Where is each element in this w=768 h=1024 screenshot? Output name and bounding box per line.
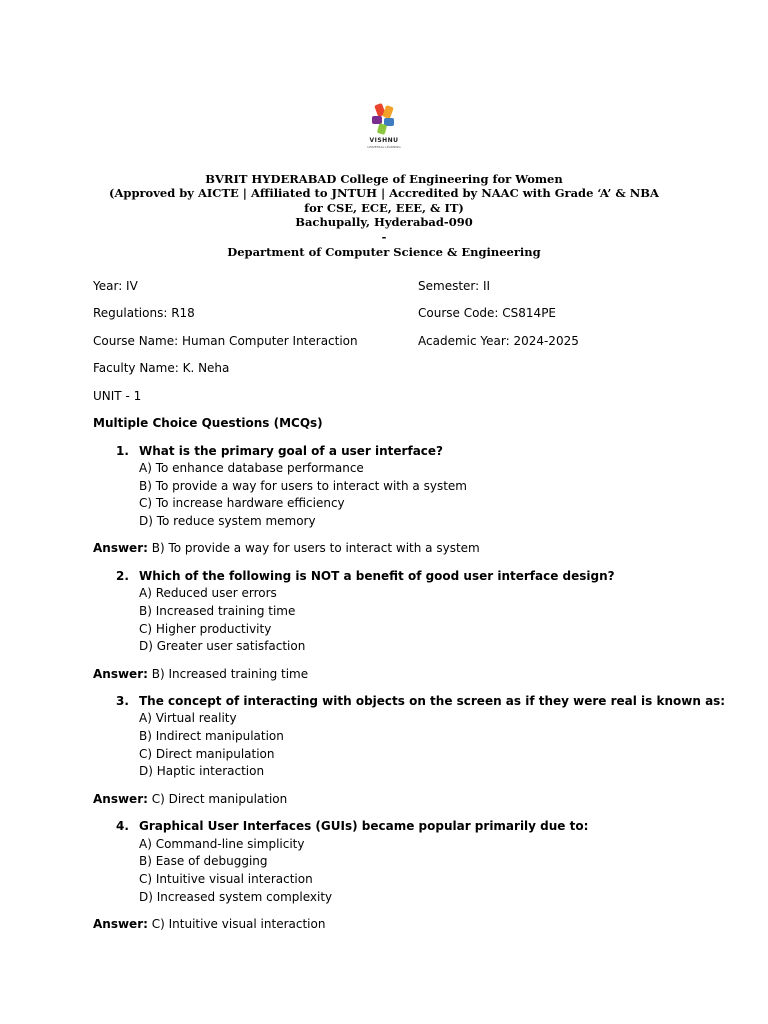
accreditation-line: (Approved by AICTE | Affiliated to JNTUH | Accredited by NAAC with Grade ‘A’ & NBA — [109, 186, 659, 200]
question-number: 1. — [116, 444, 129, 458]
question-text: Which of the following is NOT a benefit of good user interface design? — [139, 569, 615, 583]
option-d: D) Increased system complexity — [139, 890, 333, 904]
option-b: B) Indirect manipulation — [139, 729, 284, 743]
option-a: A) To enhance database performance — [139, 461, 364, 475]
course-name-field: Course Name: Human Computer Interaction — [93, 334, 358, 348]
answer-label: Answer: — [93, 917, 148, 931]
answer-text: B) Increased training time — [151, 667, 309, 681]
unit-label: UNIT - 1 — [93, 389, 142, 403]
faculty-field: Faculty Name: K. Neha — [93, 361, 230, 375]
option-c: C) Higher productivity — [139, 622, 272, 636]
question-text: Graphical User Interfaces (GUIs) became popular primarily due to: — [139, 819, 589, 833]
option-b: B) To provide a way for users to interact with a system — [139, 479, 467, 493]
option-d: D) Haptic interaction — [139, 764, 265, 778]
option-a: A) Virtual reality — [139, 711, 237, 725]
college-address: Bachupally, Hyderabad-090 — [295, 215, 473, 229]
option-a: A) Reduced user errors — [139, 586, 277, 600]
option-b: B) Ease of debugging — [139, 854, 268, 868]
question-number: 4. — [116, 819, 129, 833]
course-code-field: Course Code: CS814PE — [418, 306, 557, 320]
option-d: D) Greater user satisfaction — [139, 639, 306, 653]
answer-label: Answer: — [93, 792, 148, 806]
logo-name: VISHNU — [369, 137, 399, 144]
academic-year-field: Academic Year: 2024-2025 — [418, 334, 579, 348]
option-d: D) To reduce system memory — [139, 514, 316, 528]
question-number: 3. — [116, 694, 129, 708]
option-a: A) Command-line simplicity — [139, 837, 305, 851]
answer-line — [93, 667, 308, 681]
college-name: BVRIT HYDERABAD College of Engineering for Women — [205, 172, 563, 186]
accreditation-line-2: for CSE, ECE, EEE, & IT) — [304, 201, 464, 215]
answer-line — [93, 917, 325, 931]
department-name: Department of Computer Science & Engineering — [227, 245, 541, 259]
question-text: The concept of interacting with objects on the screen as if they were real is known as: — [139, 694, 726, 708]
answer-text: C) Intuitive visual interaction — [151, 917, 326, 931]
regulations-field: Regulations: R18 — [93, 306, 195, 320]
answer-text: C) Direct manipulation — [151, 792, 288, 806]
header-separator: - — [381, 230, 387, 244]
answer-label: Answer: — [93, 667, 148, 681]
option-c: C) To increase hardware efficiency — [139, 496, 345, 510]
answer-text: B) To provide a way for users to interact with a system — [151, 541, 480, 555]
year-field: Year: IV — [93, 279, 138, 293]
answer-line — [93, 792, 287, 806]
answer-label: Answer: — [93, 541, 148, 555]
option-b: B) Increased training time — [139, 604, 296, 618]
question-text: What is the primary goal of a user interface? — [139, 444, 444, 458]
logo-tagline: UNIVERSAL LEARNING — [367, 145, 401, 149]
option-c: C) Direct manipulation — [139, 747, 275, 761]
semester-field: Semester: II — [418, 279, 491, 293]
question-number: 2. — [116, 569, 129, 583]
answer-line — [93, 541, 480, 555]
option-c: C) Intuitive visual interaction — [139, 872, 313, 886]
section-title: Multiple Choice Questions (MCQs) — [93, 416, 323, 430]
